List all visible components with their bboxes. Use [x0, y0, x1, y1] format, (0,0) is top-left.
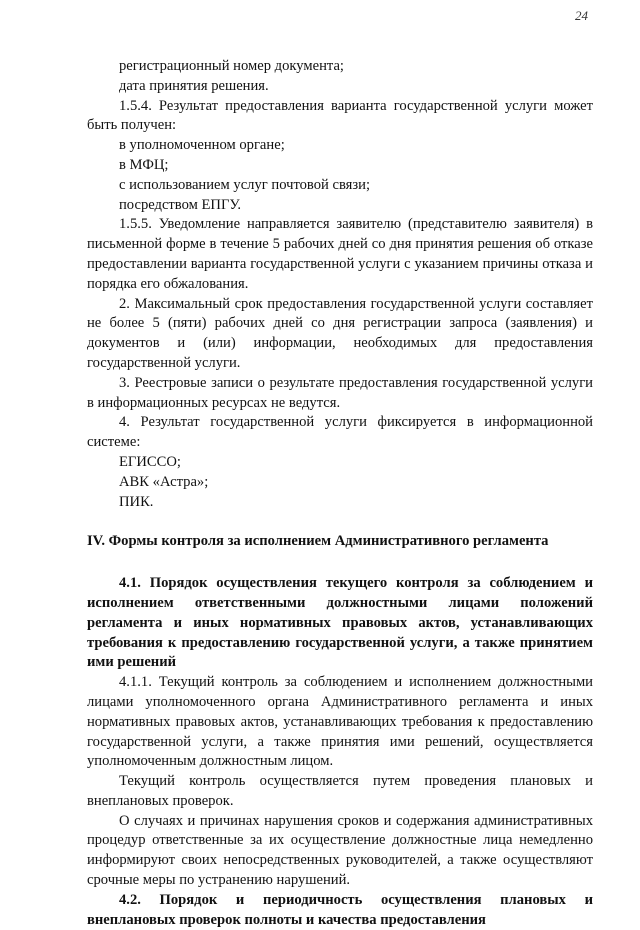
list-item: посредством ЕПГУ. — [119, 196, 241, 213]
list-item: в МФЦ; — [119, 156, 169, 173]
spacer — [87, 552, 593, 574]
paragraph: 4. Результат государственной услуги фиксируется в информационной системе: — [87, 414, 593, 451]
paragraph: 1.5.4. Результат предоставления варианта государственной услуги может быть получен: — [87, 97, 593, 134]
list-item: ПИК. — [119, 493, 154, 510]
list-item: с использованием услуг почтовой связи; — [119, 176, 371, 193]
list-item: АВК «Астра»; — [119, 473, 209, 490]
list-item: регистрационный номер документа; — [119, 58, 344, 74]
list-item: в уполномоченном органе; — [119, 137, 285, 154]
page-number: 24 — [575, 8, 588, 23]
list-item: ЕГИССО; — [119, 453, 181, 470]
text-section-control — [87, 574, 593, 930]
subsection-heading: 4.1. Порядок осуществления текущего контроля за соблюдением и исполнением ответственными должностными лицами положений регламента и иных нормативных правовых актов, устанавливающих требования к предоставлению государственной услуги, а также принятием ими решений — [87, 575, 593, 671]
paragraph: О случаях и причинах нарушения сроков и содержания административных процедур ответственные за их осуществление должностные лица немедленно информируют своих непосредственных руководителей, а также осуществляют срочные меры по устранению нарушений. — [87, 812, 593, 889]
text-section-results — [87, 57, 593, 512]
paragraph: 2. Максимальный срок предоставления государственной услуги составляет не более 5 (пяти) рабочих дней со дня регистрации запроса (заявления) и документов и (или) информации, необходимых для предоставления государственной услуги. — [87, 295, 593, 371]
spacer — [87, 512, 593, 532]
paragraph: Текущий контроль осуществляется путем проведения плановых и внеплановых проверок. — [87, 773, 593, 809]
section-heading: IV. Формы контроля за исполнением Административного регламента — [87, 533, 549, 550]
paragraph: 4.1.1. Текущий контроль за соблюдением и исполнением должностными лицами уполномоченного органа Административного регламента и иных нормативных правовых актов, устанавливающих требования к предоставлению государственной услуги, а также принятия ими решений, осуществляется уполномоченным должностным лицом. — [87, 674, 593, 770]
document-body — [87, 57, 593, 930]
subsection-heading: 4.2. Порядок и периодичность осуществления плановых и внеплановых проверок полноты и качества предоставления — [87, 891, 593, 928]
paragraph: 1.5.5. Уведомление направляется заявителю (представителю заявителя) в письменной форме в течение 5 рабочих дней со дня принятия решения об отказе предоставлении варианта государственной услуги с указанием причины отказа и порядка его обжалования. — [87, 216, 593, 292]
paragraph: 3. Реестровые записи о результате предоставления государственной услуги в информационных ресурсах не ведутся. — [87, 374, 593, 411]
list-item: дата принятия решения. — [119, 77, 269, 94]
